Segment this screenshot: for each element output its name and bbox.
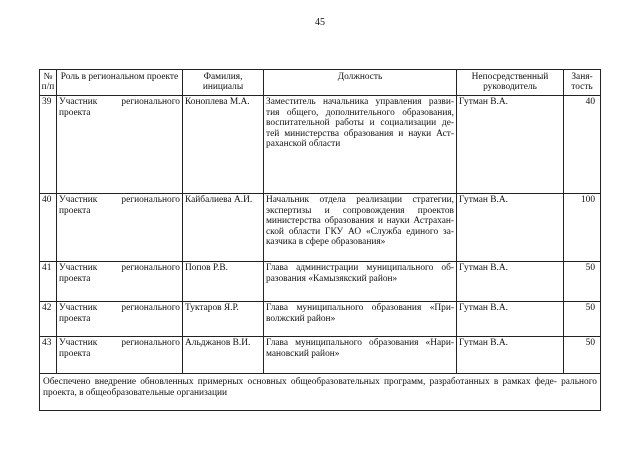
row-position: Начальник отдела реализации стратегии, экспертизы и сопровождения проектов министерства образования и науки Астрахан- ской области ГКУ АО «Служба единого за- казчика в сфере образования»: [264, 194, 457, 262]
role-line-end: проекта: [59, 205, 91, 216]
header-load: Заня- тость: [564, 70, 601, 96]
row-position: Глава муниципального образования «При- волжский район»: [264, 302, 457, 337]
row-name: Кайбалиева А.И.: [183, 194, 264, 262]
table-row: [40, 302, 601, 337]
table-row: [40, 96, 601, 194]
row-role: [57, 337, 183, 374]
role-line-end: проекта: [59, 273, 91, 284]
row-role: [57, 302, 183, 337]
role-line-end: проекта: [59, 313, 91, 324]
row-supervisor: Гутман В.А.: [457, 302, 564, 337]
table-header-row: [40, 70, 601, 96]
role-line: Участник регионального: [59, 303, 180, 313]
row-role: [57, 194, 183, 262]
row-load: 100: [564, 194, 601, 262]
row-num: 39: [40, 96, 57, 194]
row-role: [57, 96, 183, 194]
table-footer-row: [40, 374, 601, 411]
header-role: Роль в региональном проекте: [57, 70, 183, 96]
role-line: Участник регионального: [59, 97, 180, 107]
row-position: Заместитель начальника управления разви- тия общего, дополнительного образования, воспитательной работы и социализации де- тей министерства образования и науки Аст- раханской области: [264, 96, 457, 194]
page-number: 45: [315, 17, 325, 28]
row-num: 40: [40, 194, 57, 262]
row-position: Глава муниципального образования «Нари- мановский район»: [264, 337, 457, 374]
header-position: Должность: [264, 70, 457, 96]
role-line: Участник регионального: [59, 338, 180, 348]
row-position: Глава администрации муниципального об- разования «Камызякский район»: [264, 262, 457, 302]
row-load: 40: [564, 96, 601, 194]
table-row: [40, 337, 601, 374]
row-role: [57, 262, 183, 302]
row-supervisor: Гутман В.А.: [457, 194, 564, 262]
table-row: [40, 194, 601, 262]
header-supervisor: Непосредственный руководитель: [457, 70, 564, 96]
row-supervisor: Гутман В.А.: [457, 337, 564, 374]
row-name: Альджанов В.И.: [183, 337, 264, 374]
header-num: № п/п: [40, 70, 57, 96]
role-line-end: проекта: [59, 348, 91, 359]
header-name: Фамилия, инициалы: [183, 70, 264, 96]
row-load: 50: [564, 262, 601, 302]
participants-table: [39, 69, 601, 411]
role-line-end: проекта: [59, 107, 91, 118]
row-load: 50: [564, 337, 601, 374]
row-name: Попов Р.В.: [183, 262, 264, 302]
row-name: Туктаров Я.Р.: [183, 302, 264, 337]
row-num: 42: [40, 302, 57, 337]
role-line: Участник регионального: [59, 263, 180, 273]
row-name: Коноплева М.А.: [183, 96, 264, 194]
role-line: Участник регионального: [59, 195, 180, 205]
table-row: [40, 262, 601, 302]
row-supervisor: Гутман В.А.: [457, 262, 564, 302]
row-supervisor: Гутман В.А.: [457, 96, 564, 194]
row-load: 50: [564, 302, 601, 337]
row-num: 41: [40, 262, 57, 302]
footer-result-text: Обеспечено внедрение обновленных примерных основных общеобразовательных программ, разработанных в рамках феде- рального проекта, в общеобразовательные организации: [40, 374, 601, 411]
row-num: 43: [40, 337, 57, 374]
